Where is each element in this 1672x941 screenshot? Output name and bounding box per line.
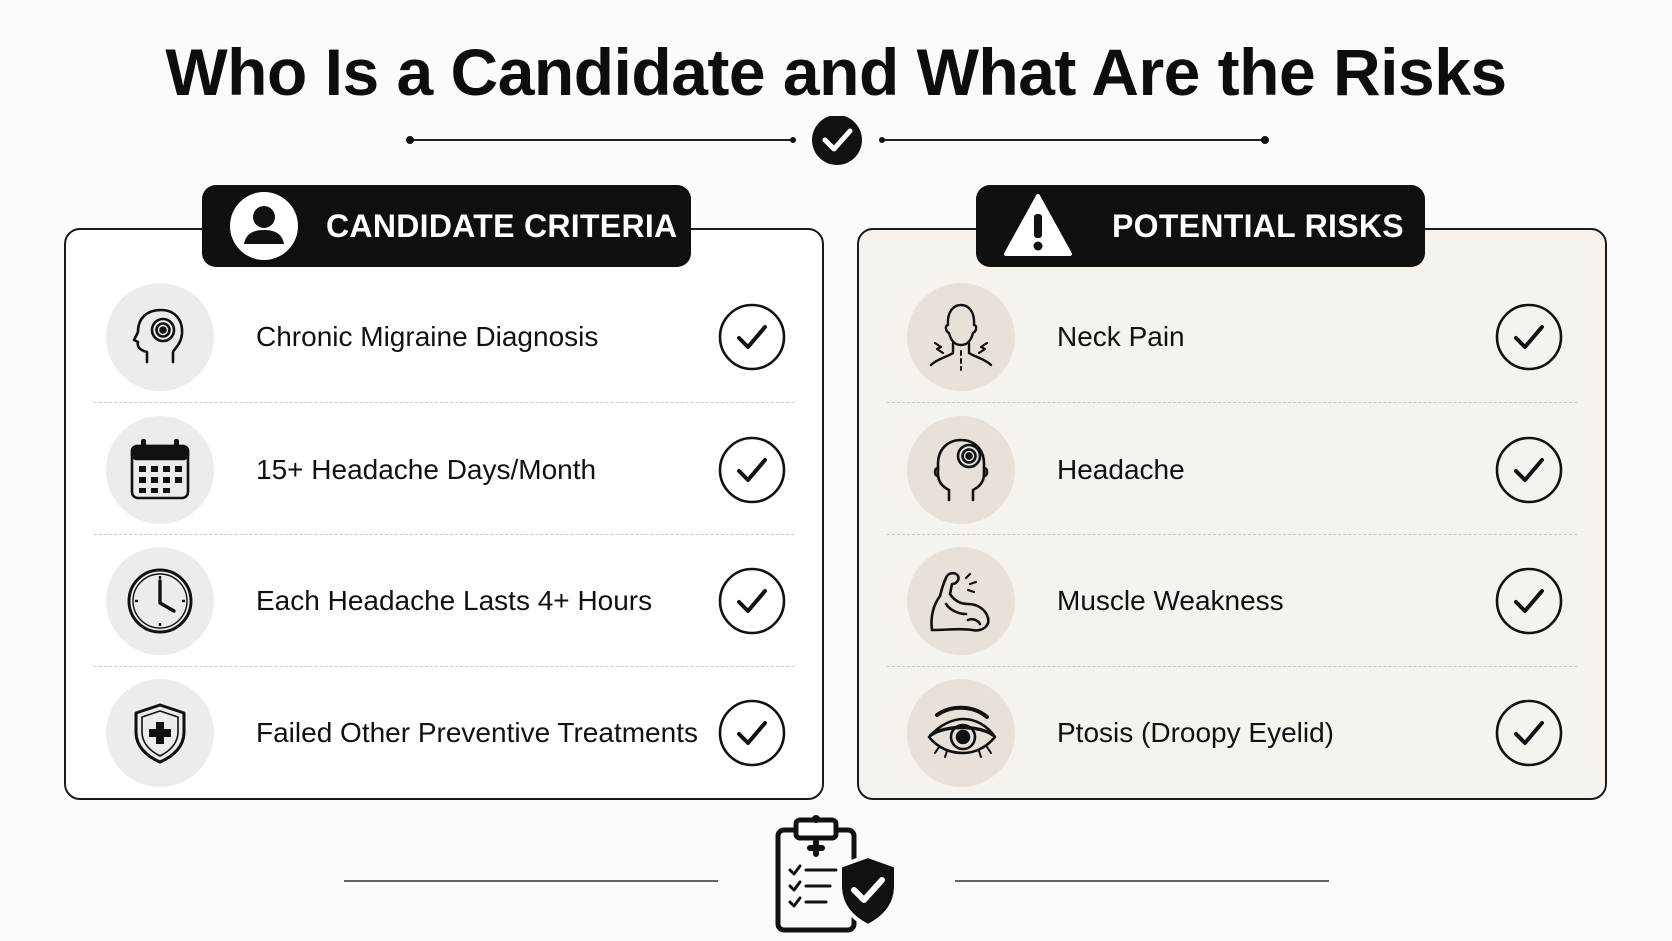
checkmark-icon [717, 302, 787, 372]
criteria-item [66, 668, 821, 798]
candidate-criteria-tab [202, 185, 691, 267]
risk-item [859, 272, 1604, 402]
row-separator [887, 534, 1577, 535]
row-separator [94, 666, 794, 667]
risk-label: Neck Pain [1057, 321, 1185, 352]
potential-risks-panel [857, 228, 1607, 800]
row-separator [887, 402, 1577, 403]
criteria-item [66, 272, 821, 402]
criteria-label: Failed Other Preventive Treatments [256, 717, 698, 748]
checkmark-icon [717, 566, 787, 636]
checkmark-icon [1494, 435, 1564, 505]
risk-label: Headache [1057, 454, 1185, 485]
criteria-label: 15+ Headache Days/Month [256, 454, 597, 485]
calendar-icon [106, 416, 214, 524]
criteria-item [66, 536, 821, 666]
criteria-item [66, 405, 821, 535]
clock-icon [106, 547, 214, 655]
risk-label: Muscle Weakness [1057, 585, 1284, 616]
checkmark-icon [717, 435, 787, 505]
criteria-label: Chronic Migraine Diagnosis [256, 321, 599, 352]
warning-icon [1002, 190, 1074, 262]
criteria-label: Each Headache Lasts 4+ Hours [256, 585, 653, 616]
checkmark-icon [1494, 566, 1564, 636]
checkmark-icon [1494, 302, 1564, 372]
risk-label: Ptosis (Droopy Eyelid) [1057, 717, 1334, 748]
risk-item [859, 668, 1604, 798]
clipboard-shield-icon [778, 815, 896, 930]
risk-item [859, 405, 1604, 535]
checkmark-icon [717, 698, 787, 768]
checkmark-icon [1494, 698, 1564, 768]
neck-pain-icon [907, 283, 1015, 391]
row-separator [94, 402, 794, 403]
potential-risks-tab [976, 185, 1425, 267]
candidate-criteria-heading: CANDIDATE CRITERIA [326, 207, 678, 244]
head-target-icon [106, 283, 214, 391]
head-target-icon [907, 416, 1015, 524]
shield-cross-icon [106, 679, 214, 787]
title-divider [0, 116, 1672, 172]
risk-item [859, 536, 1604, 666]
footer-decoration [0, 810, 1672, 941]
person-icon [228, 190, 300, 262]
check-badge-icon [812, 116, 862, 165]
row-separator [887, 666, 1577, 667]
row-separator [94, 534, 794, 535]
page-title: Who Is a Candidate and What Are the Risks [165, 35, 1507, 109]
potential-risks-heading: POTENTIAL RISKS [1112, 207, 1404, 244]
eye-icon [907, 679, 1015, 787]
flexed-arm-icon [907, 547, 1015, 655]
candidate-criteria-panel [64, 228, 824, 800]
